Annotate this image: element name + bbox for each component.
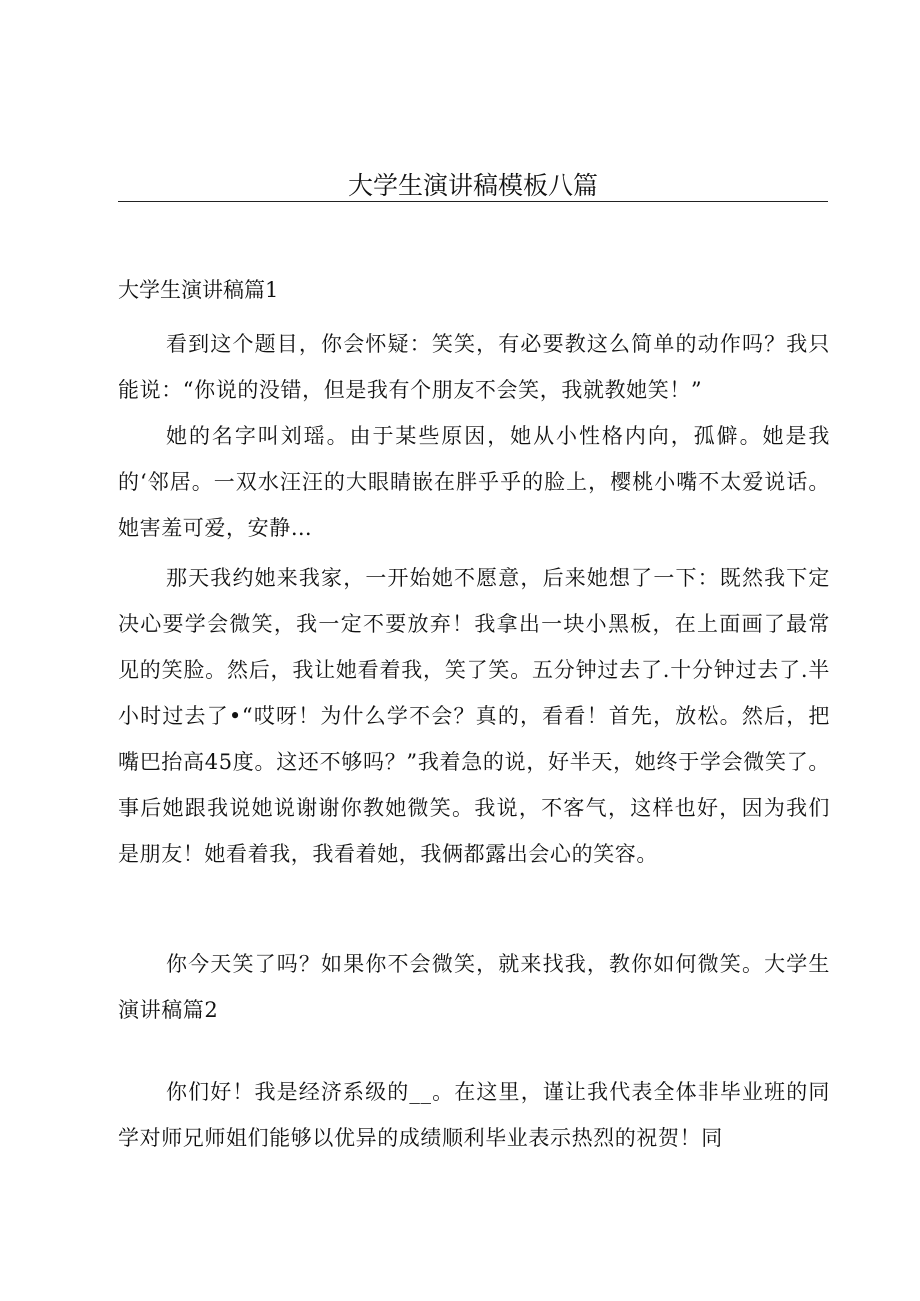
section-heading-1: 大学生演讲稿篇1 [118, 278, 279, 302]
paragraph-3: 那天我约她来我家，一开始她不愿意，后来她想了一下：既然我下定决心要学会微笑，我一定不要放弃！我拿出一块小黑板，在上面画了最常见的笑脸。然后，我让她看着我，笑了笑。五分钟过去了.十分钟过去了.半小时过去了•“哎呀！为什么学不会？真的，看看！首先，放松。然后，把嘴巴抬高45度。这还不够吗？”我着急的说，好半天，她终于学会微笑了。事后她跟我说她说谢谢你教她微笑。我说，不客气，这样也好，因为我们是朋友！她看着我，我看着她，我俩都露出会心的笑容。 [118, 566, 830, 866]
paragraph-4: 你今天笑了吗？如果你不会微笑，就来找我，教你如何微笑。大学生演讲稿篇2 [118, 952, 830, 1022]
title-underline [118, 201, 828, 202]
paragraph-1: 看到这个题目，你会怀疑：笑笑，有必要教这么简单的动作吗？我只能说：“你说的没错，但是我有个朋友不会笑，我就教她笑！” [118, 332, 830, 402]
paragraph-5: 你们好！我是经济系级的__。在这里，谨让我代表全体非毕业班的同学对师兄师姐们能够以优异的成绩顺利毕业表示热烈的祝贺！同 [118, 1080, 830, 1150]
paragraph-2: 她的名字叫刘瑶。由于某些原因，她从小性格内向，孤僻。她是我的‘邻居。一双水汪汪的大眼睛嵌在胖乎乎的脸上，樱桃小嘴不太爱说话。她害羞可爱，安静… [118, 424, 830, 540]
document-title: 大学生演讲稿模板八篇 [347, 171, 598, 200]
